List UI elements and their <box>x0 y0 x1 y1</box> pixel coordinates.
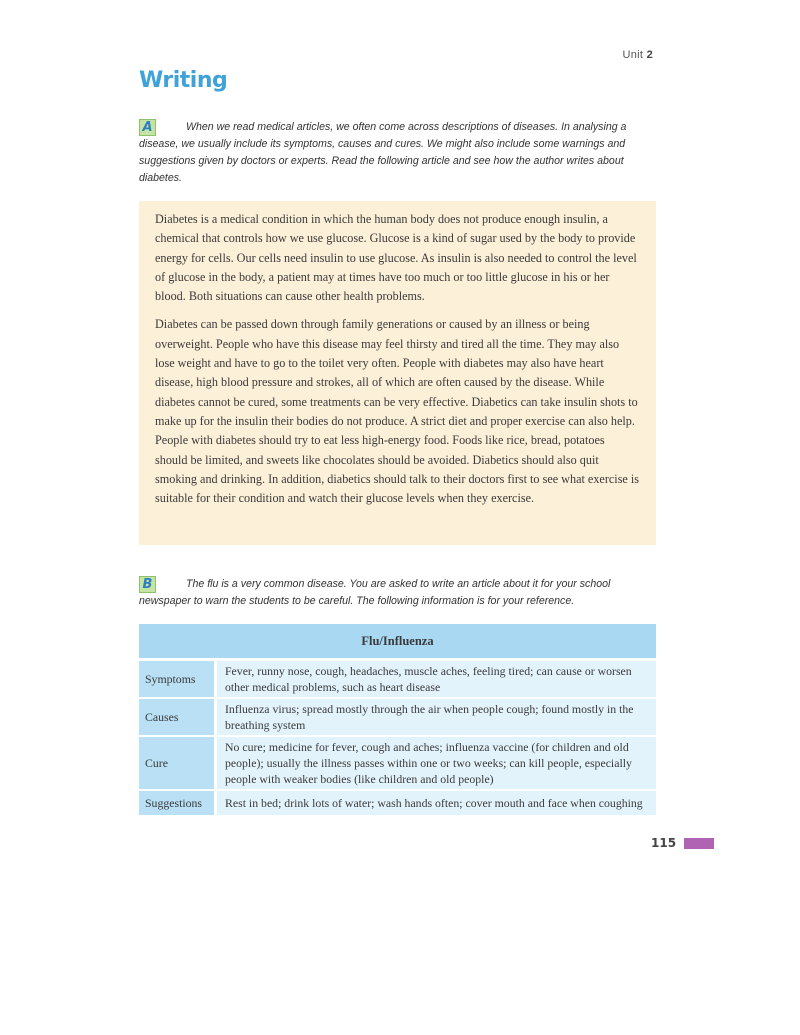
page-number-bar <box>684 838 714 849</box>
part-a-badge: A <box>139 119 156 136</box>
row-text-cure: No cure; medicine for fever, cough and aches; influenza vaccine (for children and old people); usually the illness passes within one or two weeks; can kill people, especially people with weaker bodies (like children and old people) <box>216 736 657 790</box>
article-paragraph-1: Diabetes is a medical condition in which the human body does not produce enough insulin, a chemical that controls how we use glucose. Glucose is a kind of sugar used by the body to provide energy for cells. Our cells need insulin to use glucose. As insulin is also needed to control the level of glucose in the body, a patient may at times have too much or too little glucose in his or her blood. Both situations can cause other health problems. <box>155 212 637 304</box>
row-label-symptoms: Symptoms <box>139 660 216 699</box>
table-row-suggestions <box>139 790 656 816</box>
unit-label <box>622 49 653 61</box>
part-b-instruction-text: The flu is a very common disease. You are asked to write an article about it for your school newspaper to warn the students to be careful. The following information is for your reference. <box>139 578 611 607</box>
table-row-causes <box>139 698 656 736</box>
part-b-instruction <box>139 576 659 610</box>
row-text-suggestions: Rest in bed; drink lots of water; wash hands often; cover mouth and face when coughing <box>216 790 657 816</box>
row-label-cure: Cure <box>139 736 216 790</box>
diabetes-article <box>139 201 656 545</box>
row-text-symptoms: Fever, runny nose, cough, headaches, muscle aches, feeling tired; can cause or worsen other medical problems, such as heart disease <box>216 660 657 699</box>
page-number: 115 <box>651 836 677 850</box>
table-row-cure <box>139 736 656 790</box>
table-row-symptoms <box>139 660 656 699</box>
section-title: Writing <box>139 68 228 93</box>
row-label-suggestions: Suggestions <box>139 790 216 816</box>
unit-number: 2 <box>646 49 653 61</box>
row-label-causes: Causes <box>139 698 216 736</box>
part-b-badge: B <box>139 576 156 593</box>
table-title: Flu/Influenza <box>139 624 656 660</box>
part-a-instruction-text: When we read medical articles, we often come across descriptions of diseases. In analysing a disease, we usually include its symptoms, causes and cures. We might also include some warnings and suggestions given by doctors or experts. Read the following article and see how the author writes about diabetes. <box>139 121 627 184</box>
flu-info-table <box>139 624 656 817</box>
row-text-causes: Influenza virus; spread mostly through the air when people cough; found mostly in the breathing system <box>216 698 657 736</box>
table-header-row <box>139 624 656 660</box>
unit-word: Unit <box>622 49 644 61</box>
article-paragraph-2: Diabetes can be passed down through family generations or caused by an illness or being overweight. People who have this disease may feel thirsty and tired all the time. They may also lose weight and have to go to the toilet very often. People with diabetes may also have heart disease, high blood pressure and strokes, all of which are often caused by the disease. While diabetes cannot be cured, some treatments can be very effective. Diabetics can take insulin shots to make up for the insulin their bodies do not produce. A strict diet and proper exercise can also help. People with diabetes should try to eat less high-energy food. Foods like rice, bread, potatoes should be limited, and sweets like chocolates should be avoided. Diabetics should also quit smoking and drinking. In addition, diabetics should talk to their doctors first to see what exercise is suitable for their condition and watch their glucose levels when they exercise. <box>155 317 640 506</box>
part-a-instruction <box>139 119 659 187</box>
